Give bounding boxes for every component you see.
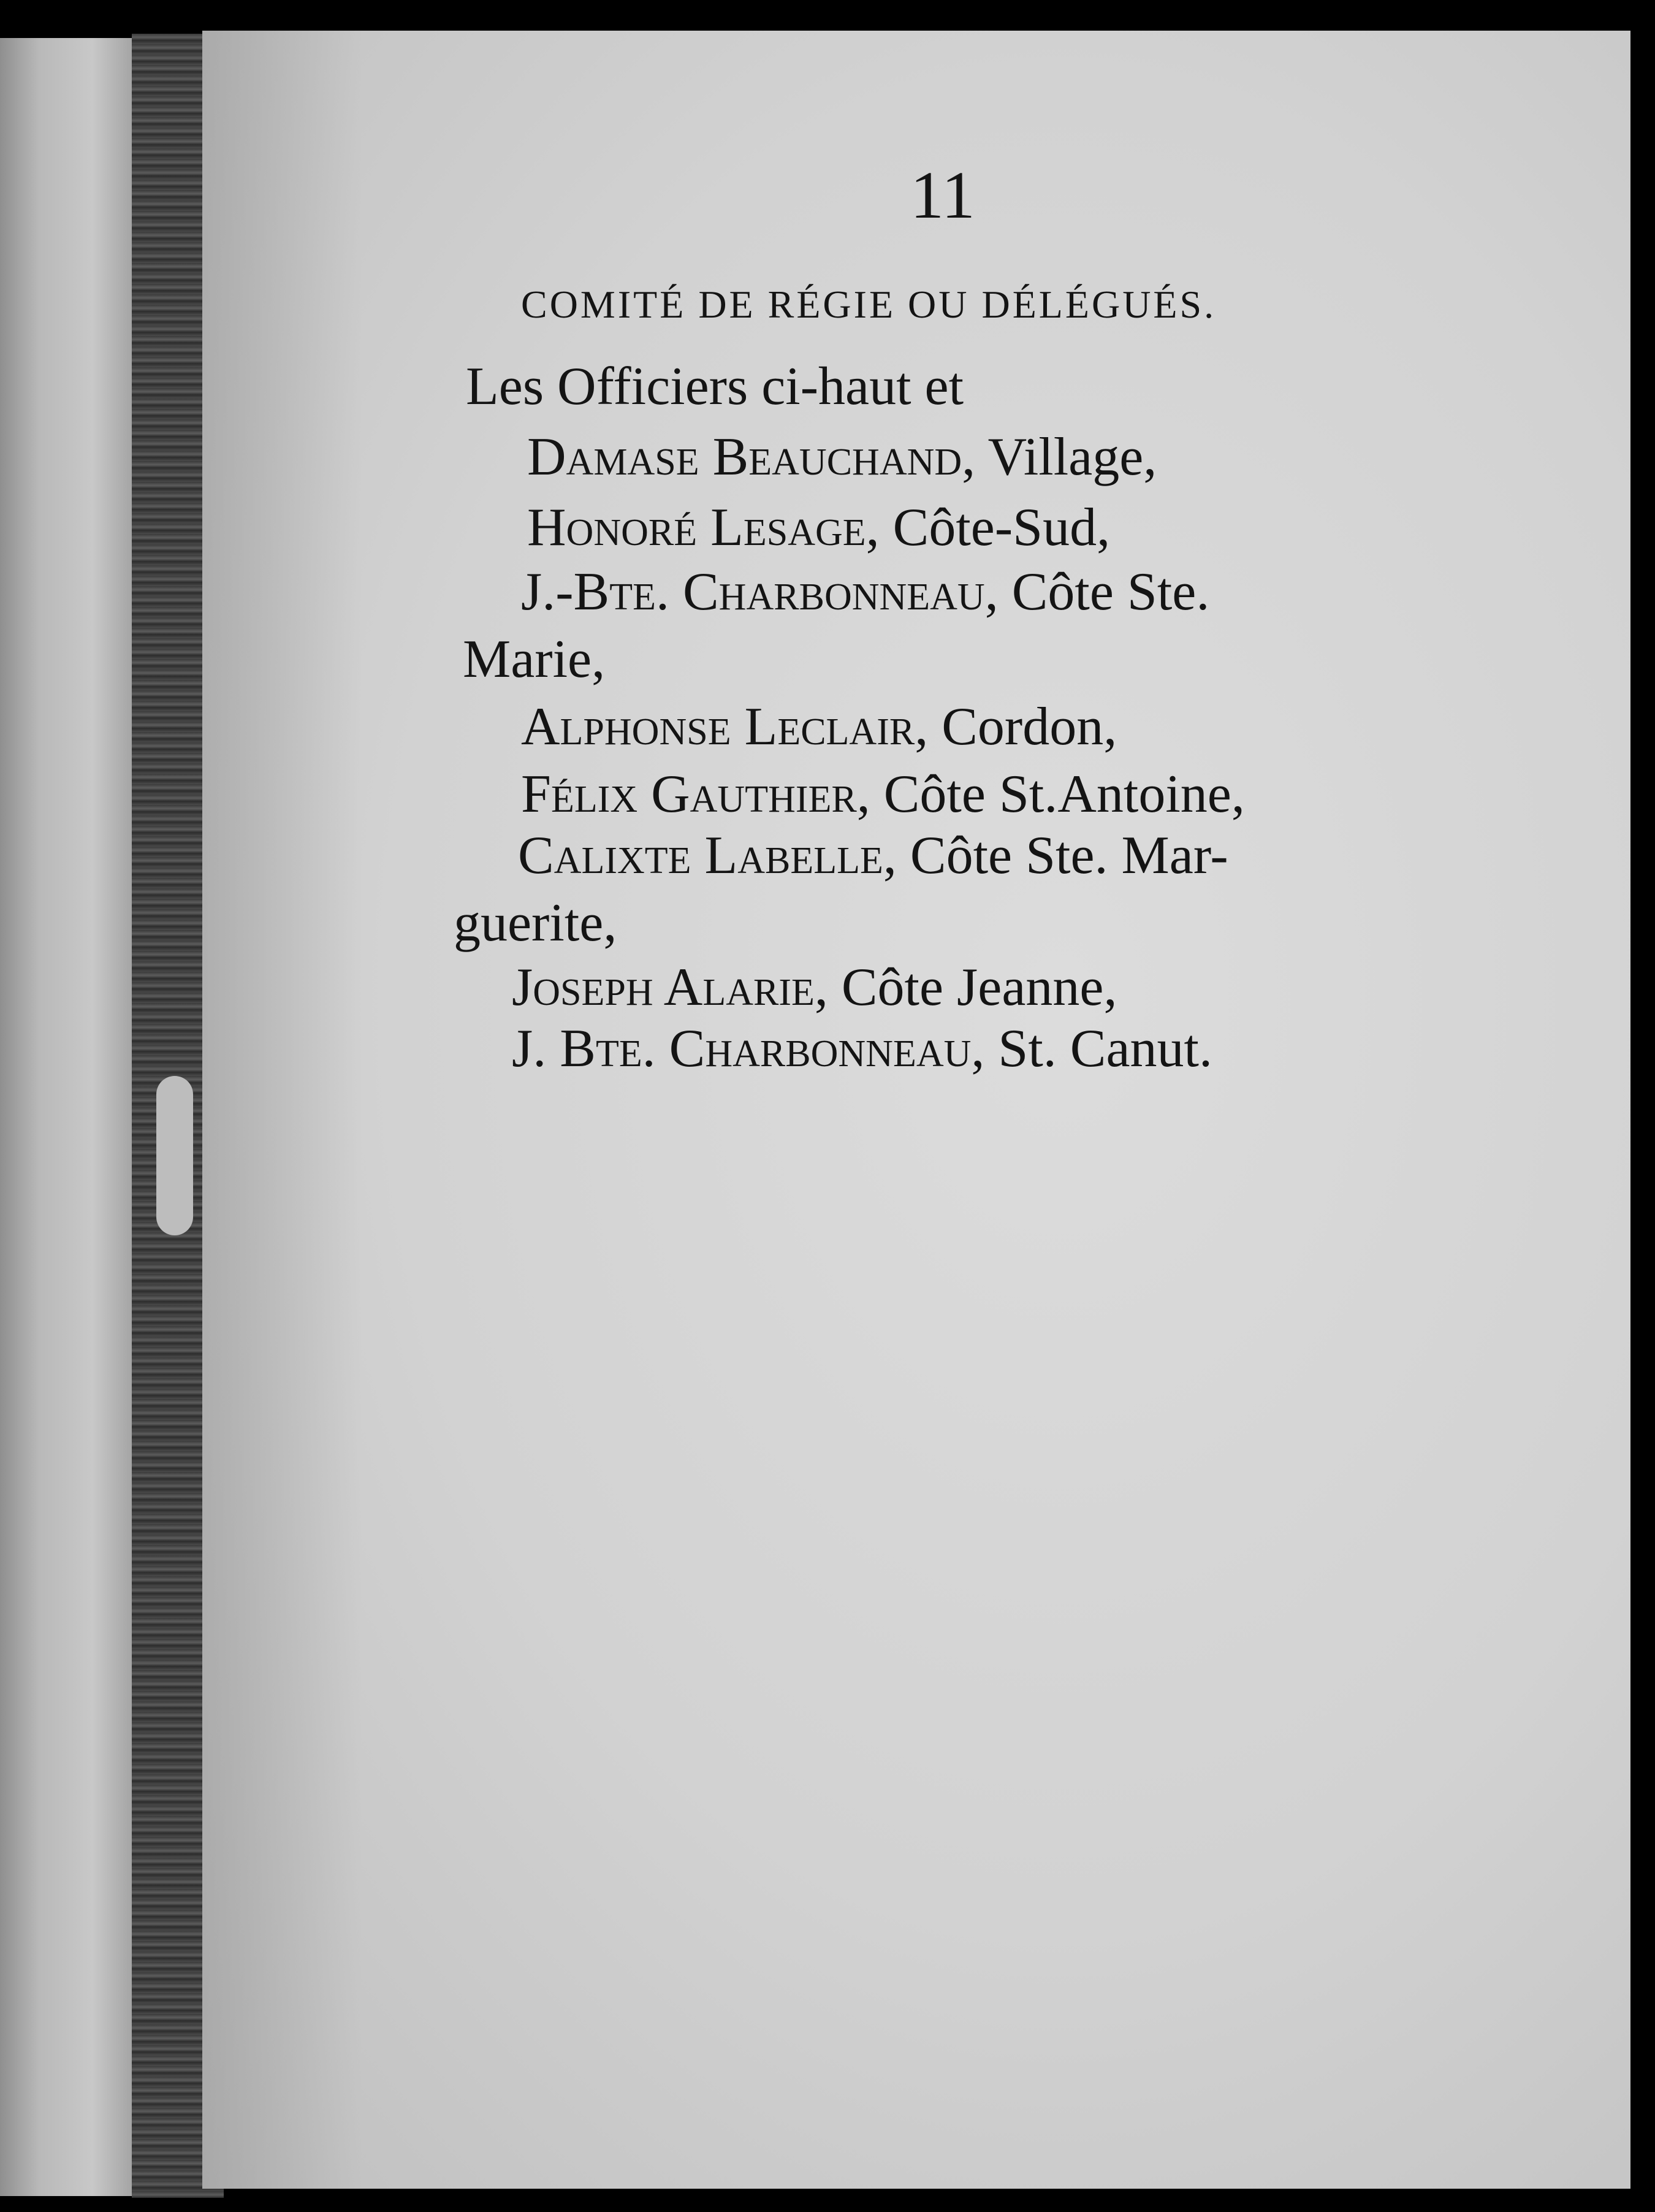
member-place: , Côte St.Antoine, bbox=[856, 765, 1245, 824]
intro-line: Les Officiers ci-haut et bbox=[466, 357, 964, 416]
section-heading: COMITÉ DE RÉGIE OU DÉLÉGUÉS. bbox=[521, 283, 1217, 326]
member-place: , Côte Jeanne, bbox=[814, 958, 1117, 1017]
committee-entry bbox=[463, 628, 605, 690]
member-place: , St. Canut. bbox=[971, 1019, 1212, 1078]
committee-entry bbox=[527, 426, 1157, 488]
member-name: Damase Beauchand bbox=[527, 427, 962, 487]
member-name: Honoré Lesage bbox=[527, 498, 866, 557]
member-name: J. Bte. Charbonneau bbox=[512, 1019, 972, 1078]
committee-entry bbox=[527, 497, 1110, 559]
member-name: Calixte Labelle bbox=[518, 826, 883, 885]
committee-entry bbox=[521, 696, 1117, 758]
member-place: guerite, bbox=[454, 893, 617, 953]
member-name: Alphonse Leclair bbox=[521, 697, 915, 757]
book-page bbox=[202, 31, 1630, 2189]
committee-entry bbox=[454, 892, 617, 954]
committee-entry bbox=[512, 956, 1117, 1018]
member-place: , Côte Ste. Mar- bbox=[883, 826, 1228, 885]
member-name: Joseph Alarie bbox=[512, 958, 815, 1017]
member-place: , Côte Ste. bbox=[984, 562, 1210, 622]
member-name: J.-Bte. Charbonneau bbox=[521, 562, 985, 622]
committee-entry bbox=[521, 763, 1245, 825]
member-place: , Village, bbox=[962, 427, 1157, 487]
page-number: 11 bbox=[910, 158, 975, 232]
committee-entry bbox=[512, 1018, 1212, 1080]
member-name: Félix Gauthier bbox=[521, 765, 857, 824]
facing-page-edge bbox=[0, 38, 132, 2196]
member-place: , Côte-Sud, bbox=[866, 498, 1111, 557]
member-place: , Cordon, bbox=[915, 697, 1117, 757]
committee-entry bbox=[521, 561, 1209, 623]
member-place: Marie, bbox=[463, 630, 606, 689]
committee-entry bbox=[518, 825, 1228, 887]
